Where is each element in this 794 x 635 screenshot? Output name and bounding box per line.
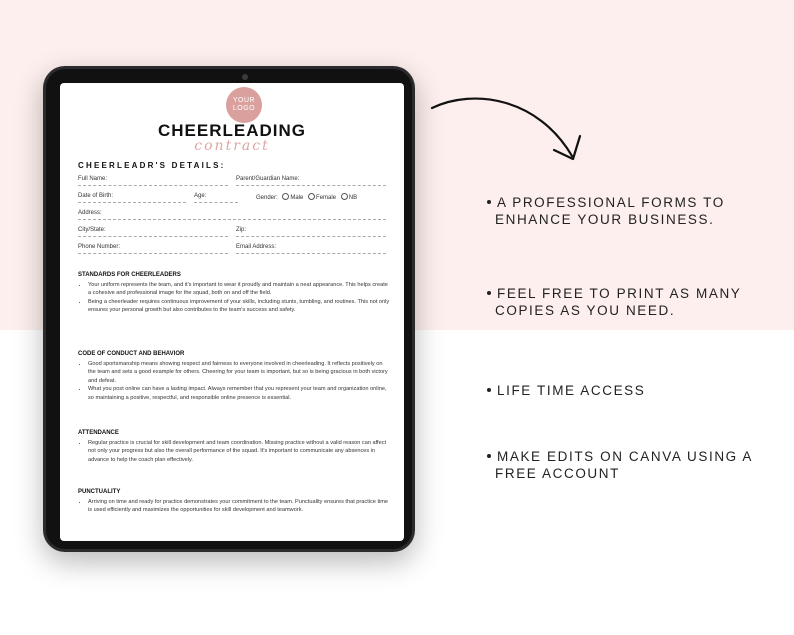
logo-placeholder	[226, 87, 262, 123]
full-name-label: Full Name:	[78, 176, 108, 182]
radio-male[interactable]	[282, 193, 289, 200]
tablet-bezel	[46, 69, 412, 549]
punctuality-section	[78, 488, 390, 515]
tablet-screen	[60, 83, 404, 541]
section-heading: PUNCTUALITY	[78, 489, 121, 495]
bullet-dot-icon	[487, 291, 491, 295]
full-name-field[interactable]	[78, 176, 228, 186]
radio-male-label: Male	[290, 195, 304, 201]
gender-group	[256, 193, 357, 201]
city-state-label: City/State:	[78, 227, 106, 233]
section-heading: CODE OF CONDUCT AND BEHAVIOR	[78, 351, 185, 357]
radio-nb-label: NB	[348, 195, 358, 201]
section-bullet: • What you post online can have a lasting impact. Always remember that you represent your team and organization online, so maintaining a positive, respectful, and responsible online presence is essential.	[88, 385, 390, 402]
phone-label: Phone Number:	[78, 244, 121, 250]
gender-label: Gender:	[256, 195, 278, 201]
email-label: Email Address:	[236, 244, 277, 250]
address-field[interactable]	[78, 210, 386, 220]
section-bullet: • Regular practice is crucial for skill development and team coordination. Missing practice without a valid reason can affect not only your progress but also the overall performance of the squad. It's important to communicate any absences in advance to help the coach plan effectively.	[88, 439, 390, 465]
bullet-dot-icon	[487, 388, 491, 392]
logo-text-line1: YOUR	[232, 97, 256, 104]
logo-text-line2: LOGO	[232, 105, 256, 112]
feature-item	[487, 194, 725, 228]
feature-item	[487, 448, 753, 482]
dob-field[interactable]	[78, 193, 186, 203]
bullet-dot-icon	[487, 454, 491, 458]
section-heading: STANDARDS FOR CHEERLEADERS	[78, 272, 181, 278]
section-bullet: • Your uniform represents the team, and it's important to wear it proudly and maintain a neat appearance. This helps create a cohesive and professional image for the squad, both on and off the field.	[88, 281, 390, 298]
phone-field[interactable]	[78, 244, 228, 254]
conduct-section	[78, 350, 390, 403]
tablet-device	[43, 66, 415, 552]
bullet-dot-icon	[487, 200, 491, 204]
feature-item	[487, 285, 741, 319]
parent-name-field[interactable]	[236, 176, 386, 186]
feature-line1: MAKE EDITS ON CANVA USING A	[497, 449, 753, 464]
feature-line2: COPIES AS YOU NEED.	[495, 303, 676, 318]
form-subtitle-script: contract	[194, 138, 270, 154]
zip-field[interactable]	[236, 227, 386, 237]
section-heading: ATTENDANCE	[78, 430, 119, 436]
email-field[interactable]	[236, 244, 386, 254]
age-label: Age:	[194, 193, 207, 199]
radio-nb[interactable]	[341, 193, 348, 200]
standards-section	[78, 271, 390, 315]
radio-female-label: Female	[316, 195, 337, 201]
dob-label: Date of Birth:	[78, 193, 114, 199]
address-label: Address:	[78, 210, 102, 216]
section-bullet: • Good sportsmanship means showing respect and fairness to everyone involved in cheerleading. It reflects positively on the team and sets a good example for others. Cheering for your team is important, but so is being gracious in both victory and defeat.	[88, 360, 390, 386]
curved-arrow-icon	[428, 92, 588, 172]
feature-line1: FEEL FREE TO PRINT AS MANY	[497, 286, 742, 301]
form-title: CHEERLEADING	[157, 121, 306, 140]
zip-label: Zip:	[236, 227, 247, 233]
parent-name-label: Parent/Guardian Name:	[236, 176, 300, 182]
feature-line1: A PROFESSIONAL FORMS TO	[497, 195, 725, 210]
age-field[interactable]	[194, 193, 238, 203]
attendance-section	[78, 429, 390, 464]
feature-item	[487, 382, 645, 399]
section-bullet: • Arriving on time and ready for practice demonstrates your commitment to the team. Punctuality ensures that practice time is used efficiently and maximizes the opportunities for skill development and teamwork.	[88, 498, 390, 515]
camera-icon	[242, 74, 248, 80]
feature-line2: FREE ACCOUNT	[495, 466, 620, 481]
city-state-field[interactable]	[78, 227, 228, 237]
feature-line2: ENHANCE YOUR BUSINESS.	[495, 212, 715, 227]
details-heading: CHEERLEADR'S DETAILS:	[78, 161, 226, 170]
radio-female[interactable]	[308, 193, 315, 200]
feature-line1: LIFE TIME ACCESS	[497, 383, 646, 398]
section-bullet: • Being a cheerleader requires continuous improvement of your skills, including stunts, tumbling, and routines. This not only ensures your personal growth but also contributes to the team's success and safety.	[88, 298, 390, 315]
